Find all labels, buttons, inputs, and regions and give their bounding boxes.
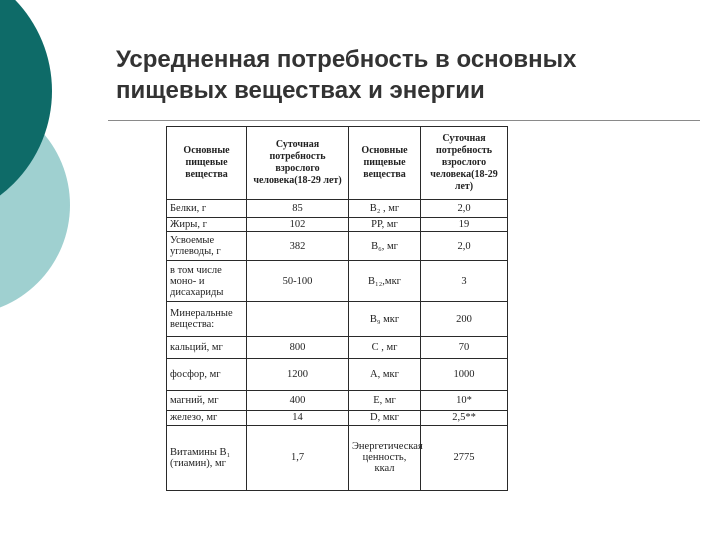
table-cell: [247, 302, 349, 336]
table-row: [167, 336, 508, 359]
table-cell: B₆, мг: [349, 232, 421, 261]
slide-title-line-2: пищевых веществах и энергии: [116, 77, 485, 104]
table-cell: 3: [421, 261, 508, 302]
table-cell: 1000: [421, 359, 508, 390]
table-cell: C , мг: [349, 336, 421, 359]
table-row: [167, 359, 508, 390]
table-cell: 102: [247, 217, 349, 231]
table-cell: кальций, мг: [167, 336, 247, 359]
table-cell: железо, мг: [167, 411, 247, 425]
table-row: [167, 261, 508, 302]
table-cell: Минеральные вещества:: [167, 302, 247, 336]
table-cell: в том числе моно- и дисахариды: [167, 261, 247, 302]
table-cell: Белки, г: [167, 200, 247, 218]
table-cell: Жиры, г: [167, 217, 247, 231]
header-cell: Суточная потребность взрослого человека(18-29 лет): [421, 127, 508, 200]
table-cell: 14: [247, 411, 349, 425]
table-row: [167, 302, 508, 336]
table-row: [167, 425, 508, 490]
nutrient-table: [166, 126, 508, 491]
table-cell: PP, мг: [349, 217, 421, 231]
table-cell: 400: [247, 390, 349, 411]
table-cell: 70: [421, 336, 508, 359]
table-cell: магний, мг: [167, 390, 247, 411]
table-cell: 50-100: [247, 261, 349, 302]
table-cell: B₂ , мг: [349, 200, 421, 218]
header-cell: Основные пищевые вещества: [349, 127, 421, 200]
title-divider: [108, 120, 700, 121]
table-cell: 2775: [421, 425, 508, 490]
slide-title: [116, 44, 706, 106]
table-row: [167, 411, 508, 425]
table-row: [167, 200, 508, 218]
header-cell: Основные пищевые вещества: [167, 127, 247, 200]
header-cell: Суточная потребность взрослого человека(18-29 лет): [247, 127, 349, 200]
table-cell: Витамины B₁ (тиамин), мг: [167, 425, 247, 490]
table-cell: A, мкг: [349, 359, 421, 390]
table-cell: B₉ мкг: [349, 302, 421, 336]
table-cell: B₁₂,мкг: [349, 261, 421, 302]
table-header-row: [167, 127, 508, 200]
table-cell: D, мкг: [349, 411, 421, 425]
table-row: [167, 232, 508, 261]
table-row: [167, 390, 508, 411]
table-cell: 10*: [421, 390, 508, 411]
slide-title-line-1: Усредненная потребность в основных: [116, 46, 577, 73]
table-cell: 200: [421, 302, 508, 336]
table-cell: 2,0: [421, 232, 508, 261]
table-cell: 382: [247, 232, 349, 261]
table-cell: 2,0: [421, 200, 508, 218]
table-cell: фосфор, мг: [167, 359, 247, 390]
table-cell: 1200: [247, 359, 349, 390]
table-cell: 19: [421, 217, 508, 231]
table-cell: E, мг: [349, 390, 421, 411]
table-cell: 800: [247, 336, 349, 359]
table-cell: Усвоемые углеводы, г: [167, 232, 247, 261]
nutrient-table-container: [166, 126, 507, 491]
table-row: [167, 217, 508, 231]
table-cell: Энергетическая ценность, ккал: [349, 425, 421, 490]
table-cell: 85: [247, 200, 349, 218]
table-cell: 2,5**: [421, 411, 508, 425]
table-cell: 1,7: [247, 425, 349, 490]
